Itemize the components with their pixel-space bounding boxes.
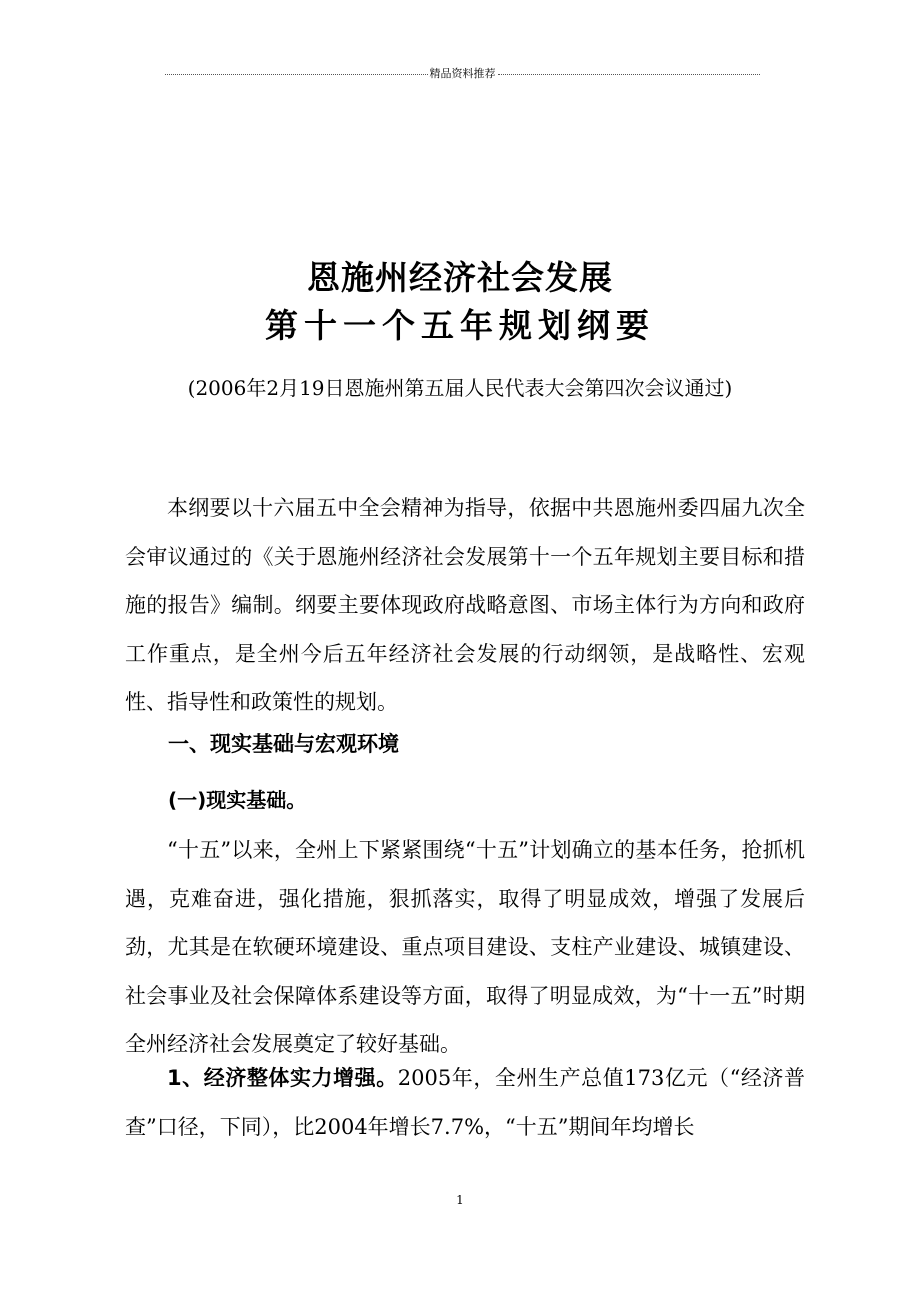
document-subtitle: (2006年2月19日恩施州第五届人民代表大会第四次会议通过): [187, 376, 733, 400]
section-heading: 一、现实基础与宏观环境: [168, 732, 399, 756]
document-title-line-2: 第十一个五年规划纲要: [265, 306, 655, 345]
subsection-heading: (一)现实基础。: [168, 788, 307, 812]
intro-paragraph: 本纲要以十六届五中全会精神为指导，依据中共恩施州委四届九次全会审议通过的《关于恩施州经济社会发展第十一个五年规划主要目标和措施的报告》编制。纲要主要体现政府战略意图、市场主体行为方向和政府工作重点，是全州今后五年经济社会发展的行动纲领，是战略性、宏观性、指导性和政策性的规划。: [125, 496, 805, 714]
page-header: [165, 64, 760, 82]
item-1-label: 1、经济整体实力增强。: [167, 1066, 398, 1090]
header-text: 精品资料推荐: [429, 67, 496, 80]
item-1-text: 2005年，全州生产总值173亿元（“经济普查”口径，下同），比2004年增长7.7%，“十五”期间年均增长: [125, 1066, 805, 1139]
document-title-line-1: 恩施州经济社会发展: [307, 258, 613, 297]
header-dotted-rule-right: [498, 74, 761, 75]
basis-paragraph: “十五”以来，全州上下紧紧围绕“十五”计划确立的基本任务，抢抓机遇，克难奋进，强化措施，狠抓落实，取得了明显成效，增强了发展后劲，尤其是在软硬环境建设、重点项目建设、支柱产业建设、城镇建设、社会事业及社会保障体系建设等方面，取得了明显成效，为“十一五”时期全州经济社会发展奠定了较好基础。: [125, 838, 805, 1056]
header-dotted-rule-left: [165, 74, 428, 75]
item-1-paragraph: [125, 1054, 805, 1151]
page-number: 1: [456, 1193, 464, 1207]
